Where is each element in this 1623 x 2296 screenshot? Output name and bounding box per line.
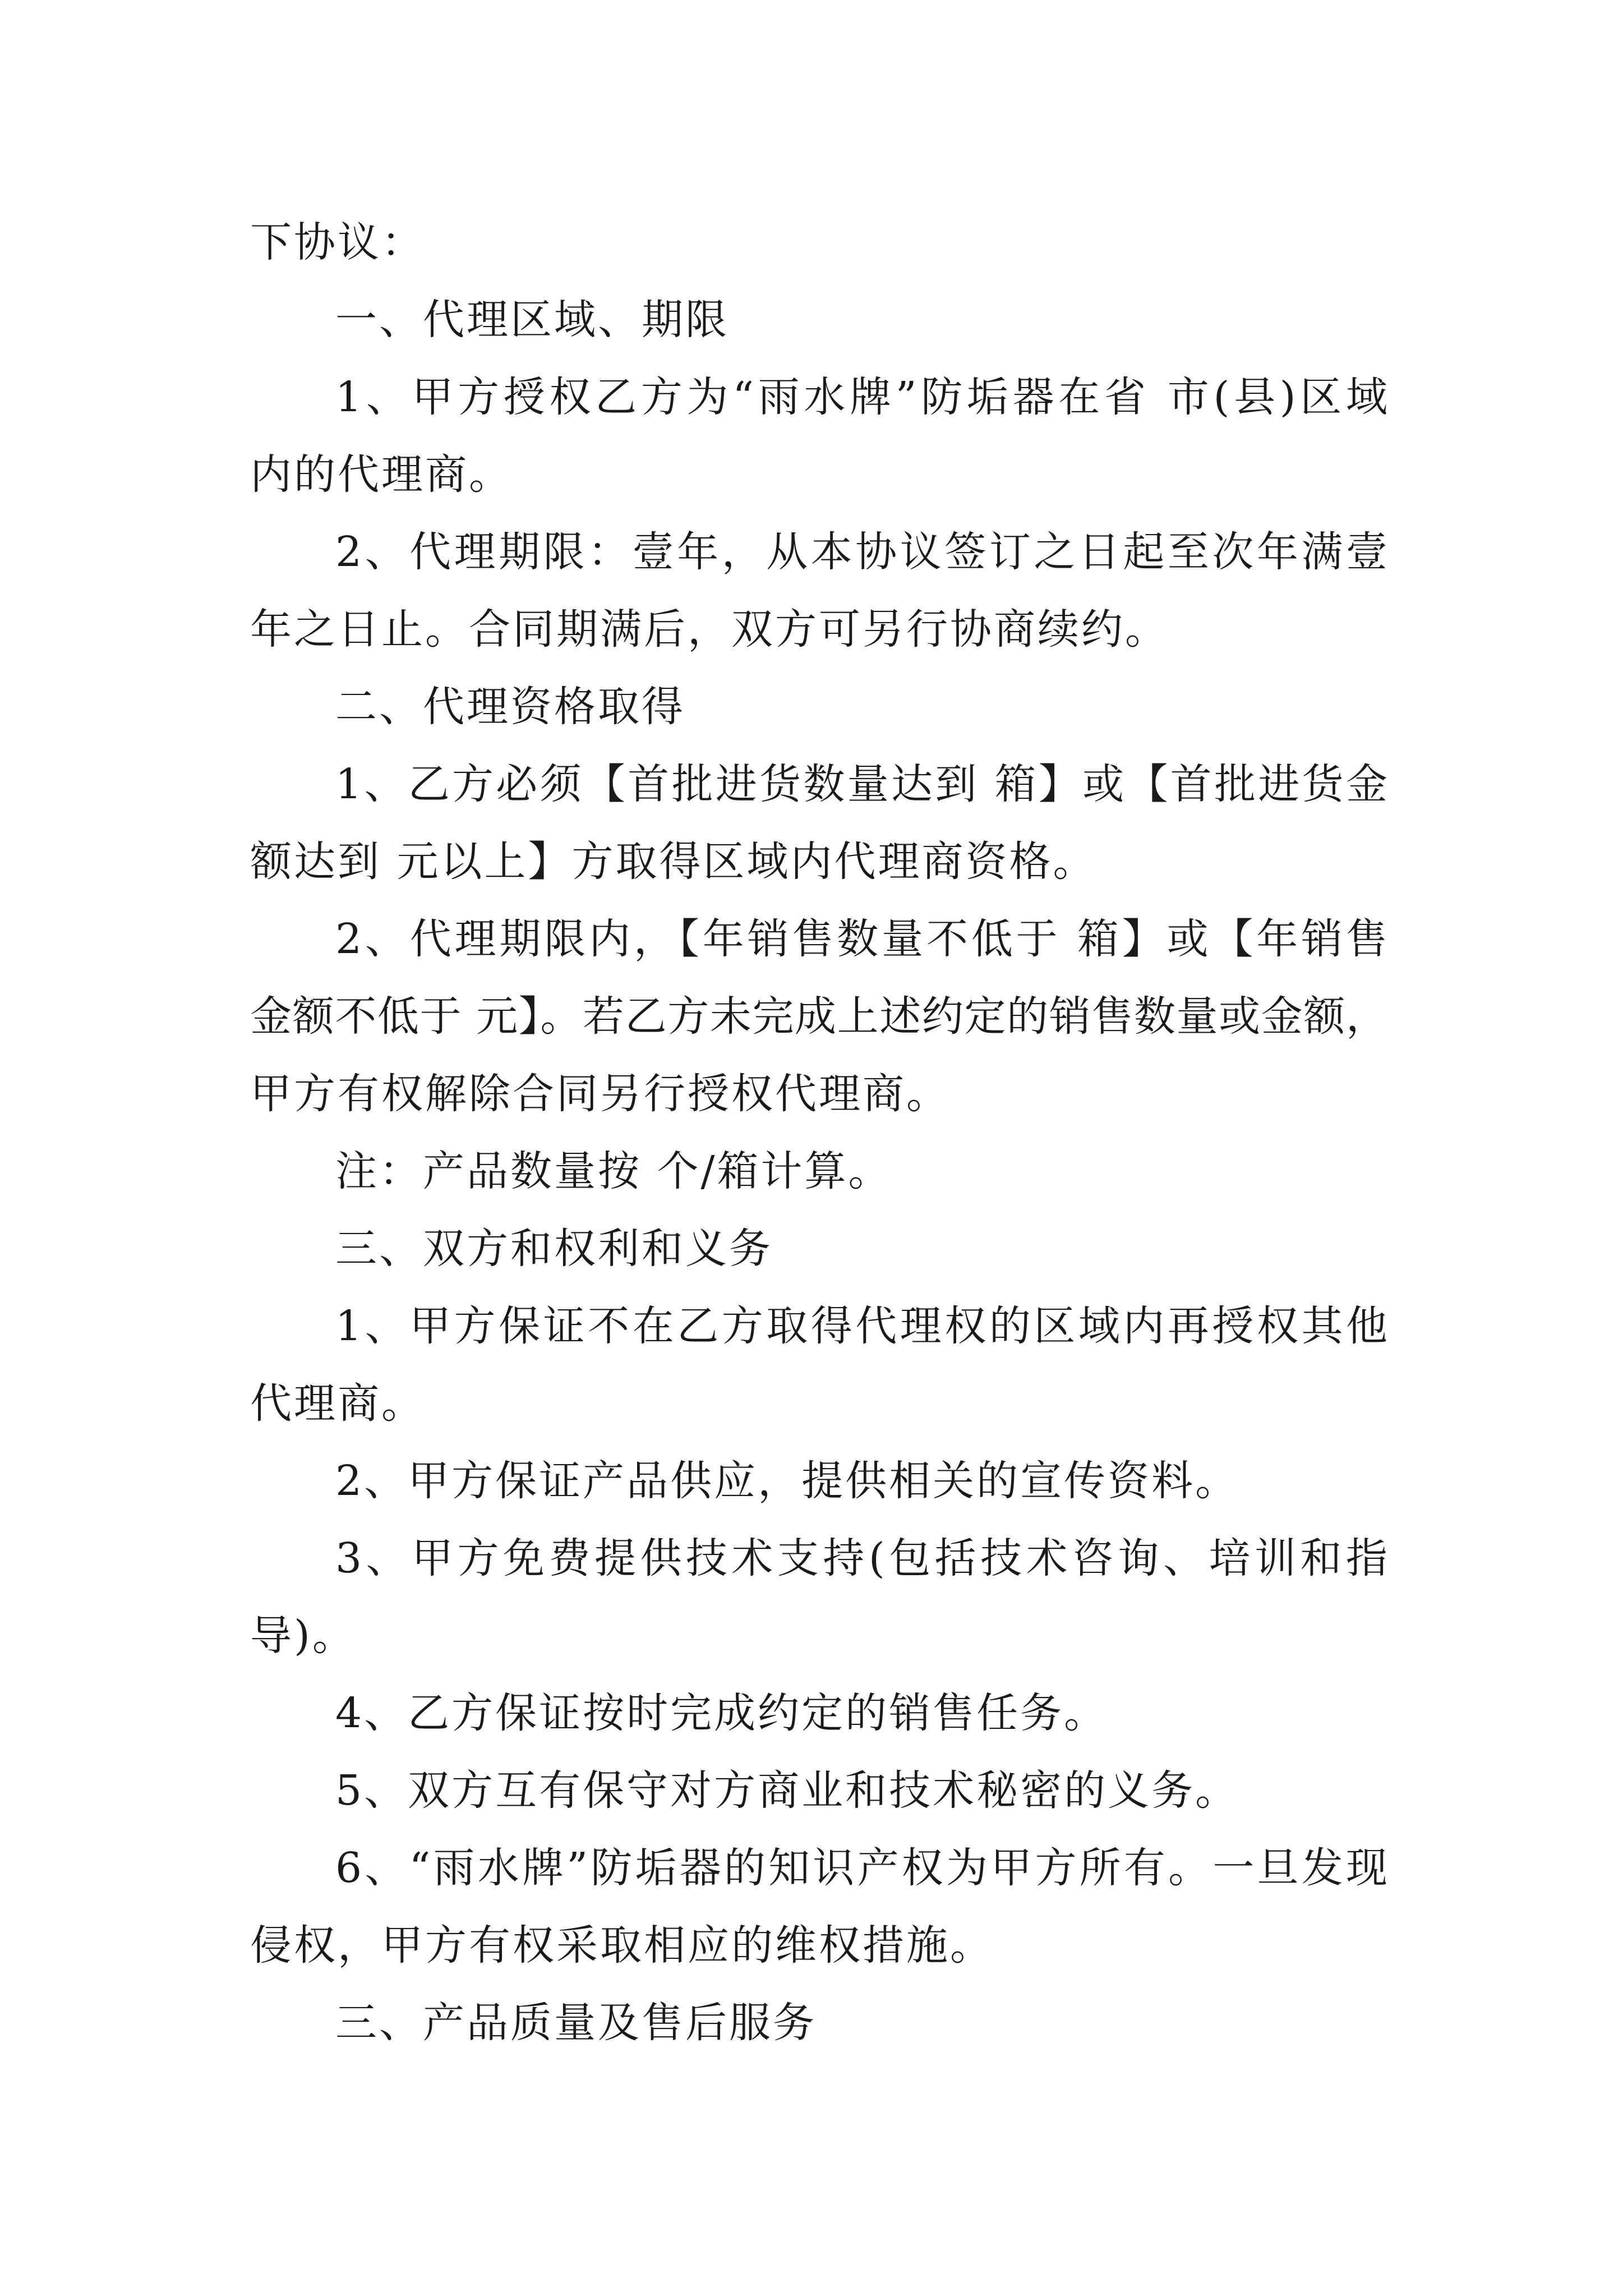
clause-2-2-line-2: 金额不低于 元】。若乙方未完成上述约定的销售数量或金额， [250,992,1387,1041]
clause-2-1-line-2: 额达到 元以上】方取得区域内代理商资格。 [250,838,1097,886]
clause-3-3-line-1: 3、甲方免费提供技术支持(包括技术咨询、培训和指 [335,1534,1387,1582]
clause-3-4: 4、乙方保证按时完成约定的销售任务。 [335,1689,1108,1737]
section-heading-agency-region: 一、代理区域、期限 [335,296,729,344]
clause-1-2-line-1: 2、代理期限：壹年，从本协议签订之日起至次年满壹 [335,528,1387,576]
clause-3-5: 5、双方互有保守对方商业和技术秘密的义务。 [335,1766,1239,1815]
section-heading-quality: 三、产品质量及售后服务 [335,1999,817,2047]
clause-3-6-line-2: 侵权，甲方有权采取相应的维权措施。 [250,1921,994,1970]
clause-3-1-line-2: 代理商。 [250,1379,425,1428]
clause-2-2-line-1: 2、代理期限内，【年销售数量不低于 箱】或【年销售 [335,915,1387,963]
clause-2-2-line-3: 甲方有权解除合同另行授权代理商。 [250,1070,950,1118]
text-line-intro: 下协议： [250,218,425,266]
clause-3-3-line-2: 导)。 [250,1612,356,1660]
section-heading-qualification: 二、代理资格取得 [335,683,685,731]
clause-2-1-line-1: 1、乙方必须【首批进货数量达到 箱】或【首批进货金 [335,760,1387,808]
section-heading-rights: 三、双方和权利和义务 [335,1225,773,1273]
clause-3-6-line-1: 6、“雨水牌”防垢器的知识产权为甲方所有。一旦发现 [335,1844,1387,1892]
note-line: 注：产品数量按 个/箱计算。 [335,1147,892,1195]
clause-1-2-line-2: 年之日止。合同期满后，双方可另行协商续约。 [250,605,1169,654]
clause-1-1-line-2: 内的代理商。 [250,450,513,499]
clause-3-2: 2、甲方保证产品供应，提供相关的宣传资料。 [335,1457,1239,1505]
clause-1-1-line-1: 1、甲方授权乙方为“雨水牌”防垢器在省 市(县)区域 [335,373,1387,421]
clause-3-1-line-1: 1、甲方保证不在乙方取得代理权的区域内再授权其他 [335,1302,1387,1350]
